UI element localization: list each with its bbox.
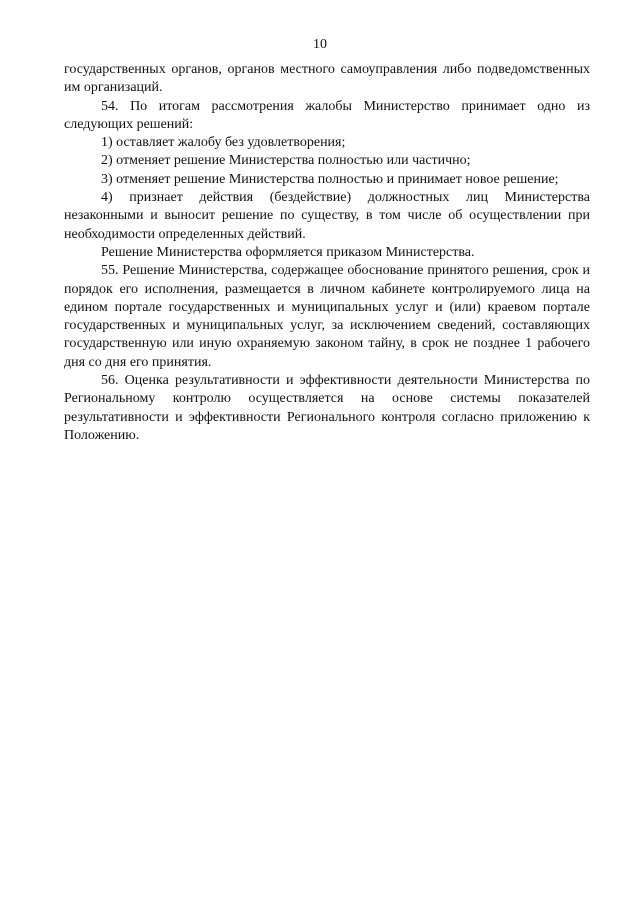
paragraph-decision-2: 2) отменяет решение Министерства полностью или частично;	[101, 153, 471, 169]
paragraph-decision-1: 1) оставляет жалобу без удовлетворения;	[101, 135, 346, 151]
paragraph-item-56: 56. Оценка результативности и эффективности деятельности Министерства по Региональному контролю осуществляется на основе системы показателей результативности и эффективности Регионального контроля согласно приложению к Положению.	[64, 373, 590, 443]
paragraph-item-54: 54. По итогам рассмотрения жалобы Министерство принимает одно из следующих решений:	[64, 98, 590, 132]
paragraph-decision-4: 4) признает действия (бездействие) должностных лиц Министерства незаконными и выносит решение по существу, в том числе об осуществлении при необходимости определенных действий.	[64, 190, 590, 242]
document-body	[64, 61, 590, 445]
page-number: 10	[313, 37, 327, 52]
paragraph-continuation: государственных органов, органов местного самоуправления либо подведомственных им организаций.	[64, 62, 590, 96]
paragraph-order-note: Решение Министерства оформляется приказом Министерства.	[101, 244, 475, 260]
paragraph-item-55: 55. Решение Министерства, содержащее обоснование принятого решения, срок и порядок его исполнения, размещается в личном кабинете контролируемого лица на едином портале государственных и муниципальных услуг и (или) краевом портале государственных и муниципальных услуг, за исключением сведений, составляющих государственную или иную охраняемую законом тайну, в срок не позднее 1 рабочего дня со дня его принятия.	[64, 263, 590, 370]
paragraph-decision-3: 3) отменяет решение Министерства полностью и принимает новое решение;	[101, 171, 559, 187]
